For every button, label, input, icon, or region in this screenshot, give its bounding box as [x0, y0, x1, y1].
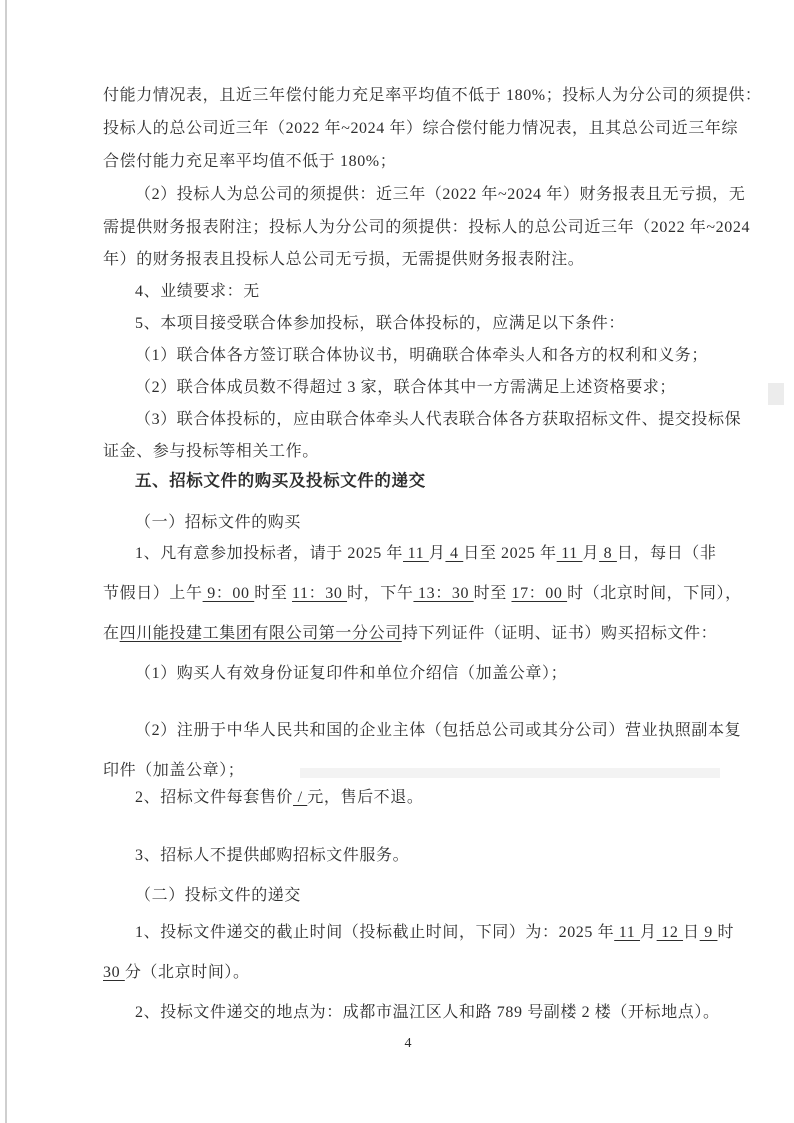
text-line	[135, 409, 741, 431]
text-run: 证金、参与投标等相关工作。	[103, 443, 319, 460]
text-line	[135, 313, 625, 335]
text-line	[103, 151, 396, 173]
text-run: 付能力情况表，且近三年偿付能力充足率平均值不低于 180%；投标人为分公司的须提供：	[103, 87, 762, 104]
fill-in-blank-field: 11	[556, 545, 583, 562]
text-line	[135, 543, 717, 565]
text-line	[135, 663, 567, 685]
text-run: 合偿付能力充足率平均值不低于 180%；	[103, 153, 397, 170]
text-run: 时至	[254, 585, 293, 602]
text-line	[103, 583, 742, 605]
section-heading	[135, 470, 426, 492]
text-line	[103, 249, 584, 271]
text-run: 5、本项目接受联合体参加投标，联合体投标的，应满足以下条件：	[135, 315, 626, 332]
text-run: （二）投标文件的递交	[135, 887, 302, 904]
text-run: 分（北京时间）。	[124, 964, 250, 981]
text-run: （2）联合体成员数不得超过 3 家，联合体其中一方需满足上述资格要求；	[135, 379, 677, 396]
text-run: 元，售后不退。	[307, 789, 424, 806]
text-run: 2、投标文件递交的地点为：成都市温江区人和路 789 号副楼 2 楼（开标地点）。	[135, 1004, 720, 1021]
scan-artifact	[768, 383, 784, 405]
fill-in-blank-field: 4	[445, 545, 464, 562]
fill-in-blank-field: 8	[599, 545, 617, 562]
text-line	[135, 377, 676, 399]
text-run: 4、业绩要求：无	[135, 283, 260, 300]
text-run: （2）投标人为总公司的须提供：近三年（2022 年~2024 年）财务报表且无亏损，无	[135, 186, 746, 203]
text-run: 2、招标文件每套售价	[135, 789, 294, 806]
text-run: 日，每日（非	[616, 545, 717, 562]
scan-edge-line	[5, 0, 7, 1123]
text-line	[135, 281, 260, 303]
text-line	[135, 845, 409, 867]
fill-in-blank-field: 13：30	[413, 585, 474, 602]
fill-in-blank-field: 11：30	[292, 585, 348, 602]
text-run: （1）购买人有效身份证复印件和单位介绍信（加盖公章）；	[135, 665, 568, 682]
fill-in-blank-field: 9：00	[202, 585, 255, 602]
text-run: （2）注册于中华人民共和国的企业主体（包括总公司或其分公司）营业执照副本复	[135, 722, 742, 739]
text-run: 时，下午	[347, 585, 414, 602]
text-line	[103, 623, 717, 645]
text-line	[135, 1002, 720, 1024]
text-line	[103, 118, 738, 140]
text-run: 月	[428, 545, 446, 562]
text-line	[135, 922, 734, 944]
fill-in-blank-field: 四川能投建工集团有限公司第一分公司	[119, 625, 402, 642]
text-run: 在	[103, 625, 120, 642]
text-line	[103, 441, 319, 463]
text-run: 时至	[473, 585, 512, 602]
text-run: 日	[683, 924, 700, 941]
text-run: （1）联合体各方签订联合体协议书，明确联合体牵头人和各方的权利和义务；	[135, 347, 709, 364]
fill-in-blank-field: 11	[403, 545, 429, 562]
text-line	[135, 720, 741, 742]
fill-in-blank-field: /	[293, 789, 308, 806]
text-run: 时（北京时间，下同），	[567, 585, 742, 602]
text-run: 持下列证件（证明、证书）购买招标文件：	[401, 625, 718, 642]
text-line	[103, 217, 750, 239]
text-run: 需提供财务报表附注；投标人为分公司的须提供：投标人的总公司近三年（2022 年~2024	[103, 219, 751, 236]
text-run: （3）联合体投标的，应由联合体牵头人代表联合体各方获取招标文件、提交投标保	[135, 411, 742, 428]
text-line	[103, 962, 250, 984]
text-line	[135, 512, 301, 534]
text-line	[135, 787, 423, 809]
text-line	[135, 184, 745, 206]
text-run: 节假日）上午	[103, 585, 203, 602]
text-run: 时	[717, 924, 735, 941]
text-line	[135, 345, 708, 367]
text-line	[103, 85, 762, 107]
text-run: 五、招标文件的购买及投标文件的递交	[135, 471, 426, 490]
text-line	[103, 760, 244, 782]
text-run: 月	[640, 924, 657, 941]
fill-in-blank-field: 30	[103, 964, 125, 981]
text-line	[135, 885, 301, 907]
fill-in-blank-field: 9	[699, 924, 718, 941]
text-run: 1、投标文件递交的截止时间（投标截止时间，下同）为：2025 年	[135, 924, 615, 941]
text-run: 月	[582, 545, 600, 562]
page-number: 4	[404, 1036, 412, 1051]
text-run: 投标人的总公司近三年（2022 年~2024 年）综合偿付能力情况表，且其总公司近三年综	[103, 120, 739, 137]
text-run: 日至 2025 年	[463, 545, 557, 562]
fill-in-blank-field: 12	[656, 924, 684, 941]
text-run: （一）招标文件的购买	[135, 514, 302, 531]
fill-in-blank-field: 17：00	[511, 585, 568, 602]
scan-smudge	[300, 768, 720, 778]
text-run: 印件（加盖公章）；	[103, 762, 245, 779]
text-run: 1、凡有意参加投标者，请于 2025 年	[135, 545, 404, 562]
text-run: 3、招标人不提供邮购招标文件服务。	[135, 847, 410, 864]
fill-in-blank-field: 11	[614, 924, 641, 941]
text-run: 年）的财务报表且投标人总公司无亏损，无需提供财务报表附注。	[103, 251, 585, 268]
